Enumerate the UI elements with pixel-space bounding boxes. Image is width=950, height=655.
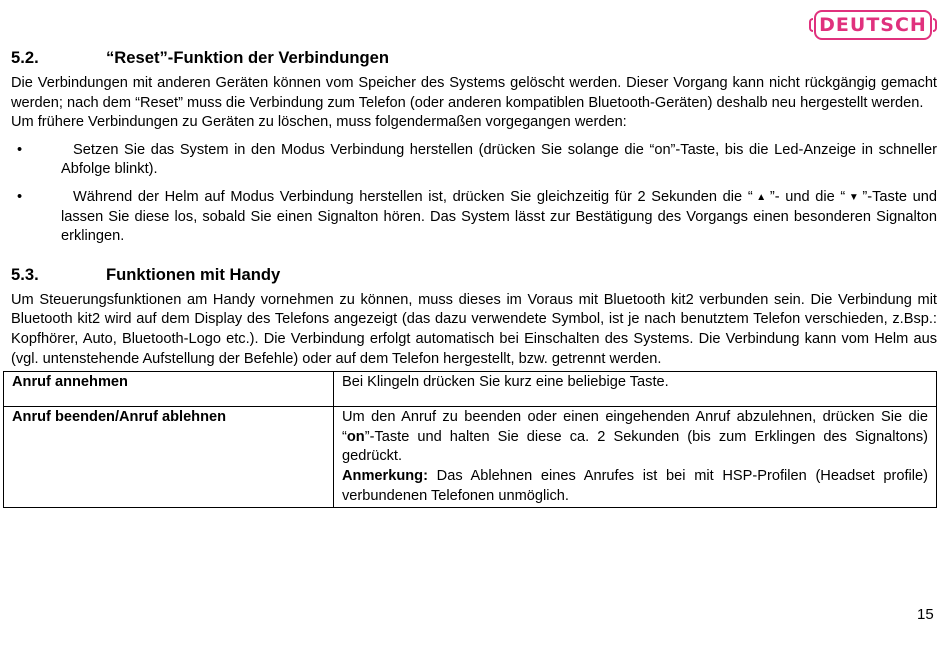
reset-steps-list xyxy=(11,141,937,247)
list-item xyxy=(11,141,937,180)
bullet-icon: • xyxy=(17,141,23,158)
note-label: Anmerkung: xyxy=(342,467,428,484)
table-row xyxy=(4,372,937,407)
handy-functions-paragraph: Um Steuerungsfunktionen am Handy vornehmen zu können, muss dieses im Voraus mit Bluetooth kit2 verbunden sein. Die Verbindung mit Bluetooth kit2 wird auf dem Display des Telefons angezeigt (das dazu verwendete Symbol, ist je nach benutztem Telefon verschieden, z.Bsp.: Kopfhörer, Auto, Bluetooth-Logo etc.). Die Verbindung erfolgt automatisch bei Einschalten des Systems. Die Verbindung kann vom Helm aus (vgl. untenstehende Aufstellung der Befehle) oder auf dem Telefon hergestellt, bzw. getrennt werden. xyxy=(11,291,937,367)
step-text: Setzen Sie das System in den Modus Verbindung herstellen (drücken Sie solange die “on”-Taste, bis die Led-Anzeige in schneller Abfolge blinkt). xyxy=(61,141,937,178)
reset-procedure-intro: Um frühere Verbindungen zu Geräten zu löschen, muss folgendermaßen vorgegangen werden: xyxy=(11,114,627,131)
section-number: 5.3. xyxy=(11,264,39,284)
description-text: ”-Taste und halten Sie diese ca. 2 Sekunden (bis zum Erklingen des Signaltons) gedrückt. xyxy=(342,428,928,465)
description-cell xyxy=(334,407,937,508)
step-text-part: ”- und die “ xyxy=(769,188,846,205)
commands-table xyxy=(3,371,937,508)
step-text-part: Während der Helm auf Modus Verbindung herstellen ist, drücken Sie gleichzeitig für 2 Sekunden die “ xyxy=(73,188,753,205)
list-item xyxy=(11,188,937,247)
command-cell: Anruf beenden/Anruf ablehnen xyxy=(4,407,334,508)
page-number: 15 xyxy=(917,606,934,623)
section-heading-5-2 xyxy=(11,47,937,69)
language-badge: DEUTSCH xyxy=(814,10,932,40)
bullet-icon: • xyxy=(17,188,23,205)
note-text: Das Ablehnen eines Anrufes ist bei mit HSP-Profilen (Headset profile) verbundenen Telefonen unmöglich. xyxy=(342,467,928,504)
reset-intro-paragraph: Die Verbindungen mit anderen Geräten können vom Speicher des Systems gelöscht werden. Dieser Vorgang kann nicht rückgängig gemacht werden; nach dem “Reset” muss die Verbindung zum Telefon (oder anderen kompatiblen Bluetooth-Geräten) deshalb neu hergestellt werden. xyxy=(11,75,937,111)
table-row xyxy=(4,407,937,508)
description-cell: Bei Klingeln drücken Sie kurz eine beliebige Taste. xyxy=(334,372,937,407)
section-heading-5-3 xyxy=(11,264,937,286)
section-title: Funktionen mit Handy xyxy=(106,264,281,284)
command-cell: Anruf annehmen xyxy=(4,372,334,407)
on-key-label: on xyxy=(346,428,365,445)
section-title: “Reset”-Funktion der Verbindungen xyxy=(106,48,390,67)
description-text: Um den Anruf zu beenden oder einen eingehenden Anruf abzulehnen, drücken Sie die “ xyxy=(342,409,928,445)
down-arrow-icon: ▼ xyxy=(847,191,861,203)
section-number: 5.2. xyxy=(11,48,39,67)
page-content xyxy=(11,47,937,508)
up-arrow-icon: ▲ xyxy=(754,191,768,203)
step-text-part: ”-Taste und lassen Sie diese los, sobald Sie einen Signalton hören. Das System lässt zur Bestätigung des Vorgangs einen besonderen Signalton erklingen. xyxy=(61,188,938,245)
